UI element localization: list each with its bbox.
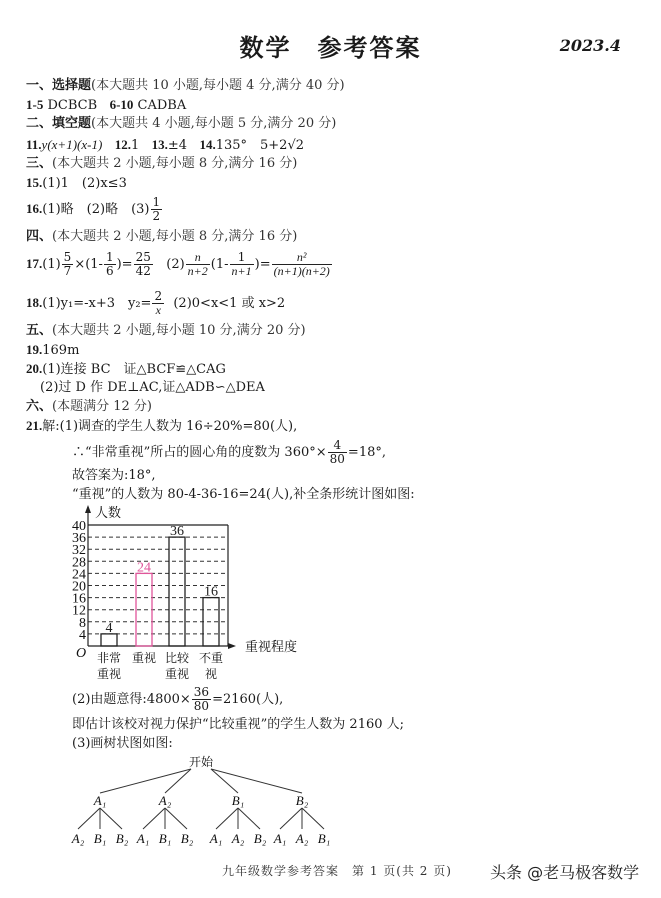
x-category-label: 非常	[96, 651, 122, 665]
fraction: $\frac{4}{80}$	[329, 438, 345, 466]
tree-node-level2: A₁	[209, 831, 223, 846]
x-axis-label: 重视程度	[245, 639, 298, 654]
answer-21-line2: ∴“非常重视”所占的圆心角的度数为 360°× $\frac{4}{80}$ =18°,	[72, 438, 386, 466]
section-1-answers: 1-5 DCBCB 6-10 CADBA	[26, 97, 187, 113]
tree-node-level1: B₂	[295, 793, 309, 808]
bar	[101, 634, 117, 646]
tree-node-level2: B₂	[115, 831, 129, 846]
answer-19: 19.169m	[26, 342, 80, 358]
fraction: $\frac{1}{2}$	[152, 195, 161, 223]
tree-root-label: 开始	[188, 755, 214, 769]
answer-21-line1: 21.解:(1)调查的学生人数为 16÷20%=80(人),	[26, 418, 298, 434]
fraction: $\frac{5}{7}$	[63, 250, 72, 278]
section-5-heading: 五、(本大题共 2 小题,每小题 10 分,满分 20 分)	[26, 323, 306, 338]
bar	[203, 598, 219, 646]
y-tick-label: 28	[72, 555, 86, 571]
answer-21-line4: “重视”的人数为 80-4-36-16=24(人),补全条形统计图如图:	[72, 487, 415, 502]
tree-node-level1: A₂	[158, 793, 172, 808]
page-title: 数学 参考答案	[239, 33, 422, 62]
section-3-heading: 三、(本大题共 2 小题,每小题 8 分,满分 16 分)	[26, 156, 298, 171]
fraction: $\frac{1}{n+1}$	[231, 250, 252, 278]
y-tick-label: 8	[79, 615, 86, 631]
fraction: $\frac{2}{x}$	[154, 289, 163, 317]
tree-node-level2: A₂	[295, 831, 309, 846]
bar-value-label: 16	[204, 584, 218, 600]
y-tick-label: 4	[79, 627, 86, 643]
fraction: $\frac{25}{42}$	[135, 250, 151, 278]
fraction: $\frac{n}{n+2}$	[187, 250, 208, 278]
y-tick-label: 36	[72, 531, 86, 547]
tree-node-level2: B₁	[317, 831, 331, 846]
x-category-label: 视	[204, 667, 218, 681]
bar	[169, 537, 185, 646]
section-4-heading: 四、(本大题共 2 小题,每小题 8 分,满分 16 分)	[26, 229, 298, 244]
answer-20-part2: (2)过 D 作 DE⊥AC,证△ADB∽△DEA	[40, 380, 265, 395]
answer-18: 18.(1)y₁=-x+3 y₂= $\frac{2}{x}$ (2)0<x<1 或 x>2	[26, 289, 286, 317]
answer-17: 17.(1) $\frac{5}{7}$ ×(1- $\frac{1}{6}$ )= $\frac{25}{42}$ (2) $\frac{n}{n+2}$ (1- $\frac{1}{n+1}$ )= $\frac{\text{n²}}{(n+1)(n+2)}$	[26, 250, 330, 278]
x-category-label: 重视	[164, 667, 190, 681]
origin-label: O	[76, 646, 87, 661]
fraction: $\frac{36}{80}$	[193, 685, 210, 713]
answer-15: 15.(1)1 (2)x≤3	[26, 175, 127, 191]
answer-16: 16.(1)略 (2)略 (3) $\frac{1}{2}$	[26, 195, 161, 223]
y-axis-label: 人数	[95, 505, 122, 520]
x-category-label: 重视	[96, 667, 122, 681]
tree-node-level2: B₂	[180, 831, 194, 846]
tree-node-level1: B₁	[231, 793, 245, 808]
fraction: $\frac{1}{6}$	[105, 250, 114, 278]
tree-node-level2: A₁	[273, 831, 287, 846]
x-category-label: 重视	[131, 651, 157, 665]
section-2-heading: 二、填空题(本大题共 4 小题,每小题 5 分,满分 20 分)	[26, 116, 337, 131]
section-2-answers: 11.y(x+1)(x-1) 12.1 13.±4 14.135° 5+2√2	[26, 137, 305, 153]
fraction: $\frac{\text{n²}}{(n+1)(n+2)}$	[273, 250, 330, 278]
tree-node-level2: B₁	[93, 831, 107, 846]
tree-node-level2: A₁	[136, 831, 150, 846]
y-tick-label: 40	[72, 519, 86, 534]
y-tick-label: 16	[72, 591, 86, 607]
answer-21-line3: 故答案为:18°,	[72, 468, 156, 483]
answer-21-line7: (3)画树状图如图:	[72, 736, 173, 751]
bar-value-label: 4	[105, 620, 113, 636]
bar-value-label: 36	[170, 524, 184, 540]
answer-21-line6: 即估计该校对视力保护“比较重视”的学生人数为 2160 人;	[72, 717, 405, 732]
x-category-label: 比较	[164, 651, 190, 665]
tree-node-level2: A₂	[231, 831, 245, 846]
y-tick-label: 12	[72, 603, 86, 619]
answer-21-line5: (2)由题意得:4800× $\frac{36}{80}$ =2160(人),	[72, 685, 284, 713]
section-6-heading: 六、(本题满分 12 分)	[26, 399, 152, 414]
watermark: 头条 @老马极客数学	[490, 863, 640, 882]
answer-20-part1: 20.(1)连接 BC 证△BCF≌△CAG	[26, 361, 226, 377]
page-footer: 九年级数学参考答案 第 1 页(共 2 页)	[222, 864, 452, 878]
tree-node-level2: B₁	[158, 831, 172, 846]
x-category-label: 不重	[198, 651, 224, 665]
y-tick-label: 20	[72, 579, 86, 595]
y-tick-label: 32	[72, 543, 86, 559]
bar	[136, 573, 152, 646]
tree-node-level2: B₂	[253, 831, 267, 846]
tree-node-level1: A₁	[93, 793, 107, 808]
tree-node-level2: A₂	[71, 831, 85, 846]
section-1-heading: 一、选择题(本大题共 10 小题,每小题 4 分,满分 40 分)	[26, 78, 345, 93]
bar-value-label: 24	[137, 560, 151, 576]
y-tick-label: 24	[72, 567, 86, 583]
exam-date: 2023.4	[559, 36, 621, 55]
